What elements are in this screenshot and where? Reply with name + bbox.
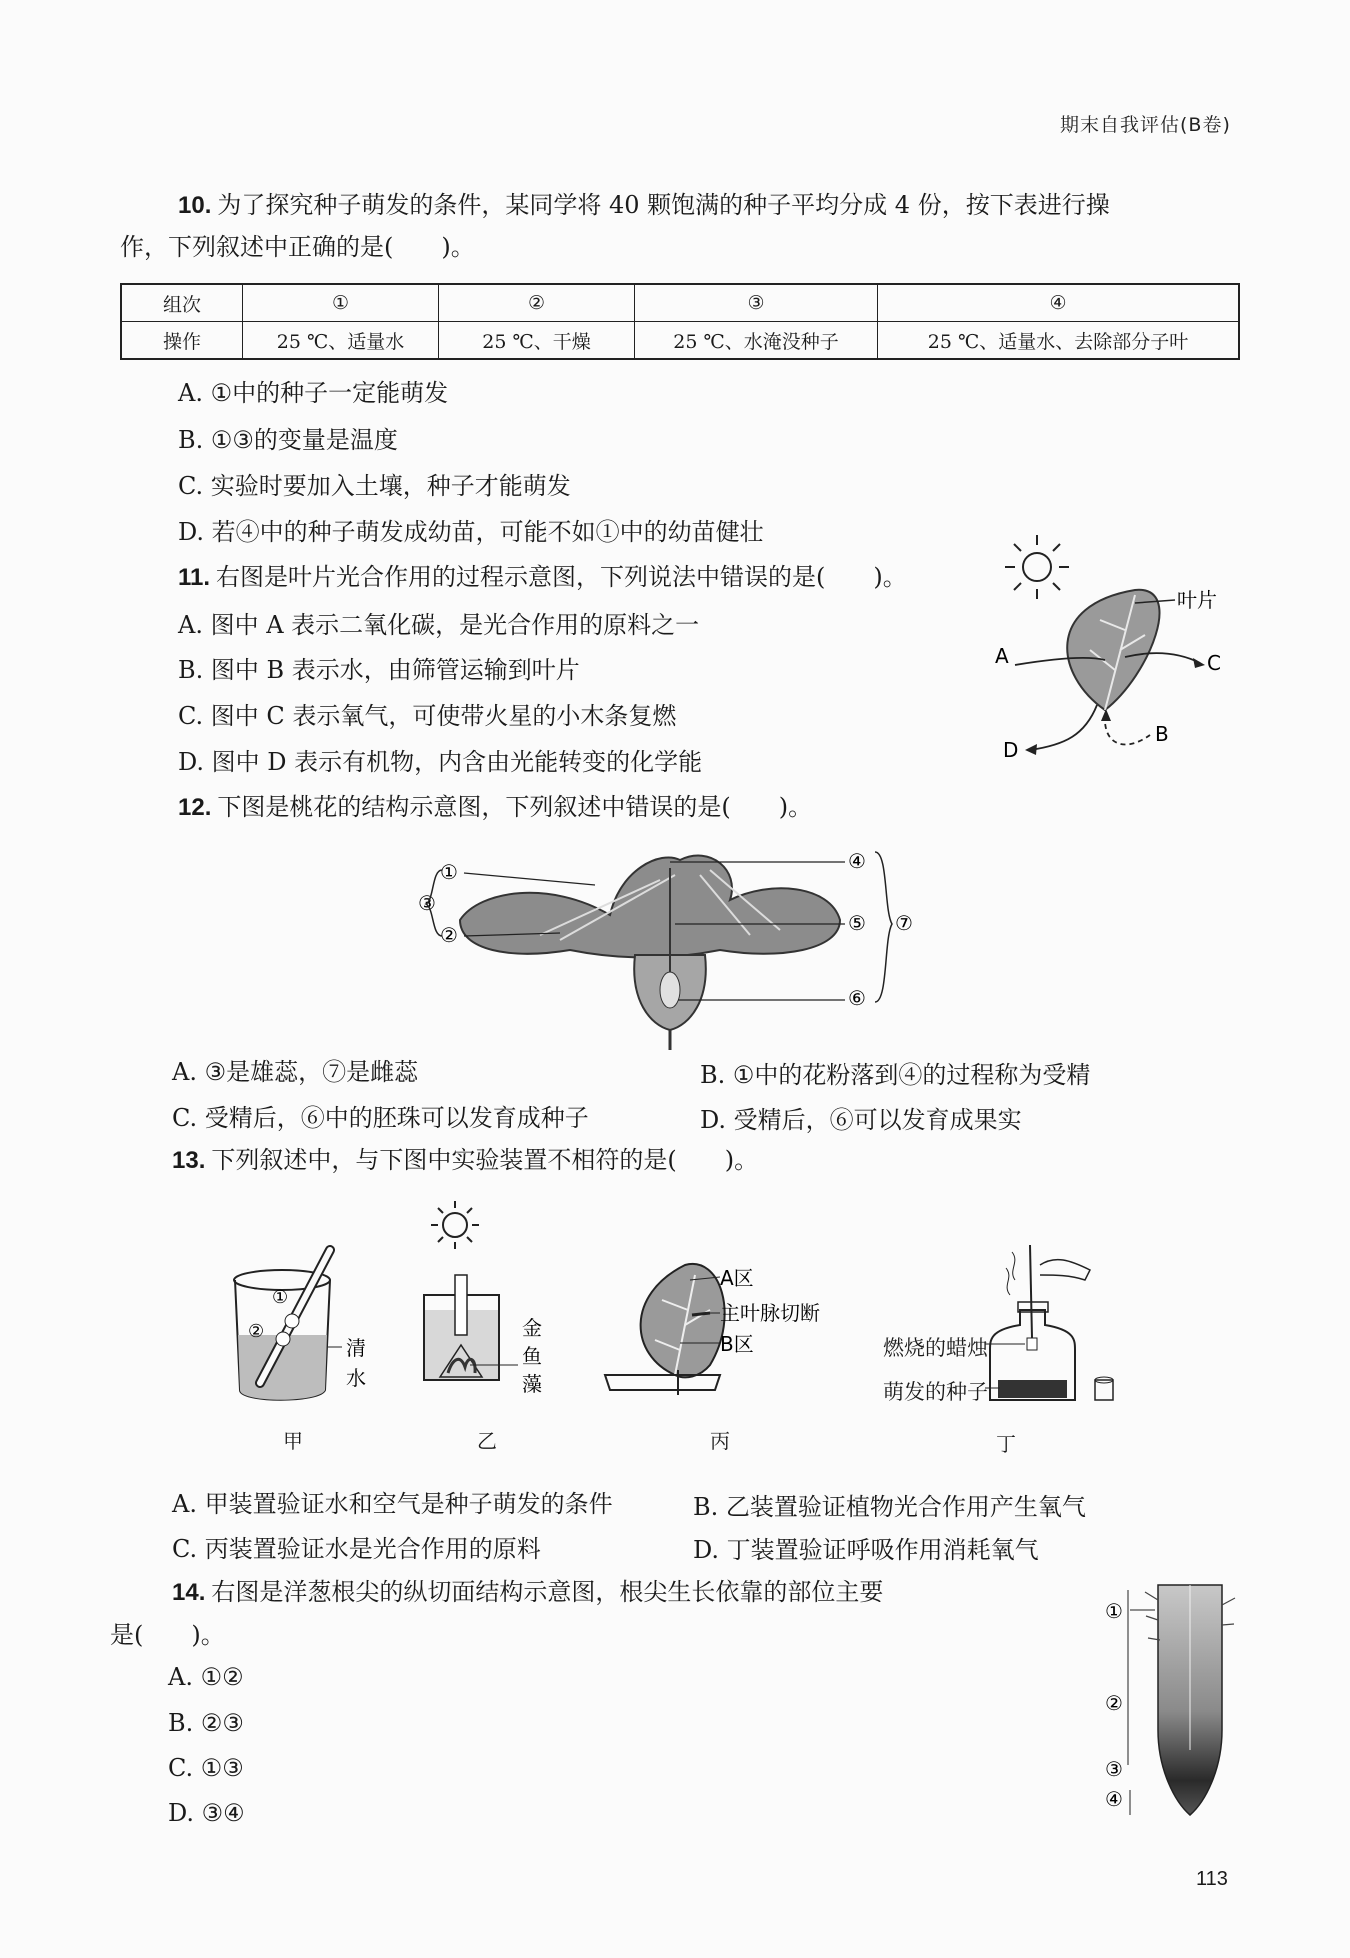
bing-label-mid: 主叶脉切断 <box>720 1301 820 1325</box>
table-cell: ④ <box>878 284 1240 322</box>
table-row <box>121 284 1239 322</box>
label-2: ② <box>440 923 458 947</box>
sun-icon <box>431 1201 479 1249</box>
q12-option-d[interactable]: D. 受精后，⑥可以发育成果实 <box>700 1106 1022 1134</box>
q13-option-c[interactable]: C. 丙装置验证水是光合作用的原料 <box>172 1535 541 1563</box>
q10-number: 10. <box>178 192 212 219</box>
q11-option-b[interactable]: B. 图中 B 表示水，由筛管运输到叶片 <box>178 656 580 684</box>
jia-label-1: ① <box>272 1287 289 1308</box>
q11-number: 11. <box>178 564 211 591</box>
jia-water-2: 水 <box>346 1366 366 1390</box>
q13-stem-line <box>172 1143 758 1178</box>
label-1: ① <box>440 860 458 884</box>
figure-bing <box>600 1255 850 1410</box>
label-d: D <box>1003 738 1019 762</box>
caption-ding: 丁 <box>996 1432 1016 1456</box>
yi-label-3: 藻 <box>522 1372 542 1396</box>
table-cell: 25 ℃、水淹没种子 <box>635 322 878 360</box>
page-number: 113 <box>1196 1868 1228 1890</box>
leaf-photosynthesis-figure <box>985 525 1255 775</box>
q14-option-d[interactable]: D. ③④ <box>168 1799 245 1827</box>
q10-option-c[interactable]: C. 实验时要加入土壤，种子才能萌发 <box>178 472 571 500</box>
table-cell: ③ <box>635 284 878 322</box>
q10-option-b[interactable]: B. ①③的变量是温度 <box>178 426 398 454</box>
q14-stem: 右图是洋葱根尖的纵切面结构示意图，根尖生长依靠的部位主要 <box>211 1578 884 1606</box>
q14-line2: 是( )。 <box>110 1621 225 1649</box>
label-a: A <box>995 644 1009 668</box>
caption-jia: 甲 <box>283 1429 303 1453</box>
ding-seeds-label: 萌发的种子 <box>883 1380 988 1404</box>
table-cell: ② <box>439 284 635 322</box>
yi-label-2: 鱼 <box>522 1344 542 1368</box>
figure-jia <box>220 1235 385 1410</box>
bing-label-b: B区 <box>720 1332 754 1356</box>
q14-option-a[interactable]: A. ①② <box>168 1663 244 1691</box>
label-b: B <box>1155 722 1169 746</box>
q13-stem: 下列叙述中，与下图中实验装置不相符的是( )。 <box>211 1146 759 1174</box>
table-cell: 25 ℃、适量水 <box>243 322 439 360</box>
root-label-3: ③ <box>1105 1757 1123 1781</box>
root-label-2: ② <box>1105 1691 1123 1715</box>
caption-bing: 丙 <box>710 1429 730 1453</box>
q14-option-c[interactable]: C. ①③ <box>168 1754 244 1782</box>
q12-stem-line <box>178 790 812 825</box>
label-4: ④ <box>848 849 866 873</box>
root-label-4: ④ <box>1105 1787 1123 1811</box>
yi-label-1: 金 <box>522 1316 542 1340</box>
q13-option-a[interactable]: A. 甲装置验证水和空气是种子萌发的条件 <box>172 1490 613 1518</box>
q10-table <box>120 283 1240 360</box>
caption-yi: 乙 <box>477 1429 497 1453</box>
table-cell: ① <box>243 284 439 322</box>
label-6: ⑥ <box>848 986 866 1010</box>
table-cell: 组次 <box>121 284 243 322</box>
root-tip-figure <box>1100 1580 1240 1825</box>
q11-option-c[interactable]: C. 图中 C 表示氧气，可使带火星的小木条复燃 <box>178 702 677 730</box>
peach-flower-figure <box>420 840 940 1055</box>
table-row <box>121 322 1239 360</box>
root-label-1: ① <box>1105 1599 1123 1623</box>
table-cell: 25 ℃、适量水、去除部分子叶 <box>878 322 1240 360</box>
q12-number: 12. <box>178 794 212 821</box>
label-5: ⑤ <box>848 911 866 935</box>
flower-petals <box>460 856 840 958</box>
jia-label-2: ② <box>248 1321 265 1342</box>
table-cell: 操作 <box>121 322 243 360</box>
label-c: C <box>1207 651 1221 675</box>
q13-number: 13. <box>172 1147 206 1174</box>
q12-option-c[interactable]: C. 受精后，⑥中的胚珠可以发育成种子 <box>172 1104 589 1132</box>
q13-option-d[interactable]: D. 丁装置验证呼吸作用消耗氧气 <box>693 1536 1039 1564</box>
bing-label-a: A区 <box>720 1266 754 1290</box>
q10-stem: 为了探究种子萌发的条件，某同学将 40 颗饱满的种子平均分成 4 份，按下表进行操 <box>217 191 1110 219</box>
q12-option-b[interactable]: B. ①中的花粉落到④的过程称为受精 <box>700 1061 1091 1089</box>
q13-option-b[interactable]: B. 乙装置验证植物光合作用产生氧气 <box>693 1493 1086 1521</box>
jia-water-1: 清 <box>346 1336 366 1360</box>
q11-stem: 右图是叶片光合作用的过程示意图，下列说法中错误的是( )。 <box>216 563 907 591</box>
q10-line1 <box>178 188 1110 223</box>
q10-option-d[interactable]: D. 若④中的种子萌发成幼苗，可能不如①中的幼苗健壮 <box>178 518 764 546</box>
q12-stem: 下图是桃花的结构示意图，下列叙述中错误的是( )。 <box>217 793 813 821</box>
q11-stem-line <box>178 560 907 595</box>
leaf-label: 叶片 <box>1177 588 1217 612</box>
label-3: ③ <box>418 891 436 915</box>
page-header: 期末自我评估(B卷) <box>1060 114 1231 136</box>
q11-option-d[interactable]: D. 图中 D 表示有机物，内含由光能转变的化学能 <box>178 748 703 776</box>
q10-option-a[interactable]: A. ①中的种子一定能萌发 <box>178 379 449 407</box>
q14-number: 14. <box>172 1579 206 1606</box>
ding-candle-label: 燃烧的蜡烛 <box>883 1336 988 1360</box>
figure-yi <box>410 1195 570 1410</box>
label-7: ⑦ <box>895 911 913 935</box>
q14-option-b[interactable]: B. ②③ <box>168 1709 244 1737</box>
q10-line2: 作，下列叙述中正确的是( )。 <box>120 233 475 261</box>
leaf-blade <box>1067 590 1159 710</box>
sun-icon <box>1005 535 1069 599</box>
q12-option-a[interactable]: A. ③是雄蕊，⑦是雌蕊 <box>172 1058 419 1086</box>
q14-line1 <box>172 1575 883 1610</box>
table-cell: 25 ℃、干燥 <box>439 322 635 360</box>
q11-option-a[interactable]: A. 图中 A 表示二氧化碳，是光合作用的原料之一 <box>178 611 700 639</box>
